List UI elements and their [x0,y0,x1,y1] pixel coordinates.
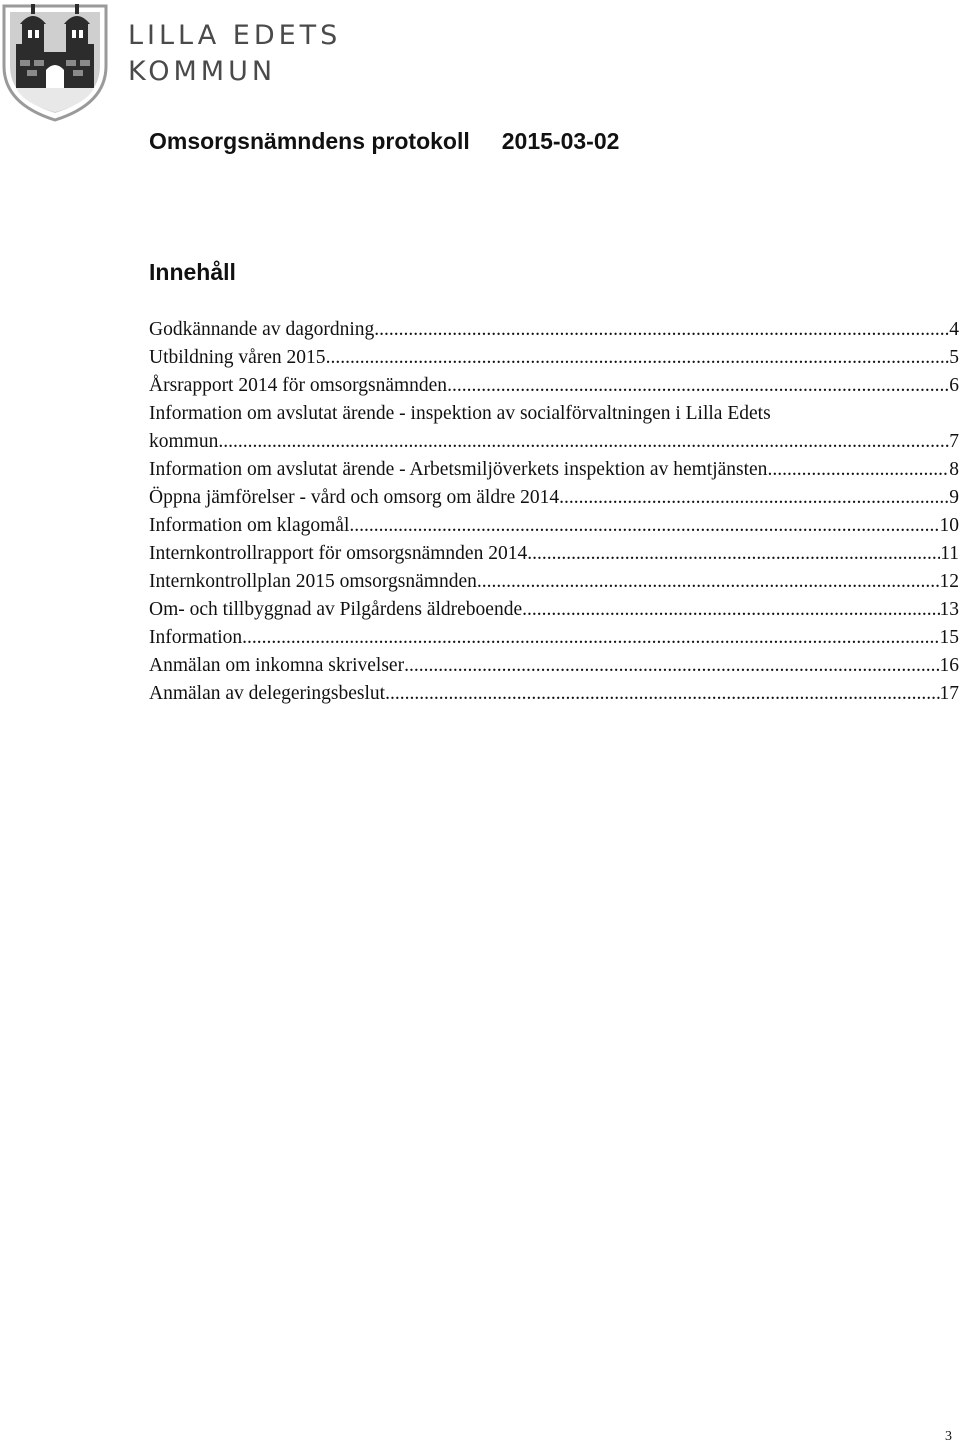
coat-of-arms-icon [0,0,110,122]
toc-entry[interactable] [149,512,959,540]
toc-heading: Innehåll [149,259,236,285]
toc-entry-title: Information om avslutat ärende - inspektion av socialförvaltningen i Lilla Edets [149,403,771,424]
toc-entry[interactable] [149,680,959,708]
toc-leader [522,596,939,624]
toc-entry-title: Anmälan av delegeringsbeslut [149,683,386,704]
toc-leader [385,680,939,708]
toc-entry-title: Utbildning våren 2015 [149,347,326,368]
toc-entry[interactable] [149,316,959,344]
page-number: 3 [945,1429,952,1444]
toc-leader [447,372,949,400]
toc-entry-title: Information om klagomål [149,515,350,536]
toc-entry-page: 7 [949,431,959,452]
toc-entry-page: 15 [939,627,959,648]
municipality-logo [0,0,342,125]
toc-entry[interactable] [149,344,959,372]
toc-entry-page: 10 [939,515,959,536]
toc-entry[interactable] [149,540,959,568]
toc-entry[interactable] [149,596,959,624]
toc-entry-page: 5 [949,347,959,368]
toc-entry-title: Anmälan om inkomna skrivelser [149,655,405,676]
toc-entry-page: 16 [939,655,959,676]
document-title [149,128,619,155]
toc-entry-title: Öppna jämförelser - vård och omsorg om äldre 2014 [149,487,560,508]
toc-leader [374,316,949,344]
toc-leader [404,652,939,680]
toc-entry[interactable] [149,652,959,680]
toc-leader [349,512,939,540]
toc-entry[interactable] [149,456,959,484]
toc-entry-page: 4 [949,319,959,340]
toc-entry[interactable] [149,372,959,400]
toc-leader [767,456,949,484]
toc-entry-title-continuation: kommun [149,431,219,452]
toc-entry-title: Internkontrollrapport för omsorgsnämnden 2014 [149,543,528,564]
toc-entry[interactable] [149,484,959,512]
toc-leader [242,624,939,652]
toc-entry-page: 6 [949,375,959,396]
toc-leader [326,344,950,372]
toc-entry-page: 12 [939,571,959,592]
toc-leader [527,540,940,568]
logo-line-1: LILLA EDETS [128,20,342,51]
toc-entry-title: Internkontrollplan 2015 omsorgsnämnden [149,571,477,592]
municipality-wordmark [128,18,341,90]
toc-leader [477,568,940,596]
toc-entry-page: 17 [939,683,959,704]
toc-entry-title: Om- och tillbyggnad av Pilgårdens äldreboende [149,599,523,620]
toc-leader [559,484,949,512]
toc-entry-title: Årsrapport 2014 för omsorgsnämnden [149,375,448,396]
toc-entry-continuation[interactable] [149,428,959,456]
toc-entry-title: Information om avslutat ärende - Arbetsmiljöverkets inspektion av hemtjänsten [149,459,768,480]
toc-entry-title: Information [149,627,243,648]
toc-entry[interactable] [149,568,959,596]
toc-entry-page: 9 [949,487,959,508]
document-date: 2015-03-02 [501,128,620,154]
document-title-text: Omsorgsnämndens protokoll [149,128,470,154]
toc-entry[interactable] [149,400,959,428]
table-of-contents [149,316,959,708]
toc-entry-page: 11 [940,543,959,564]
logo-line-2: KOMMUN [128,56,277,87]
toc-entry-page: 13 [939,599,959,620]
toc-entry[interactable] [149,624,959,652]
toc-leader [218,428,949,456]
toc-entry-title: Godkännande av dagordning [149,319,375,340]
toc-entry-page: 8 [949,459,959,480]
